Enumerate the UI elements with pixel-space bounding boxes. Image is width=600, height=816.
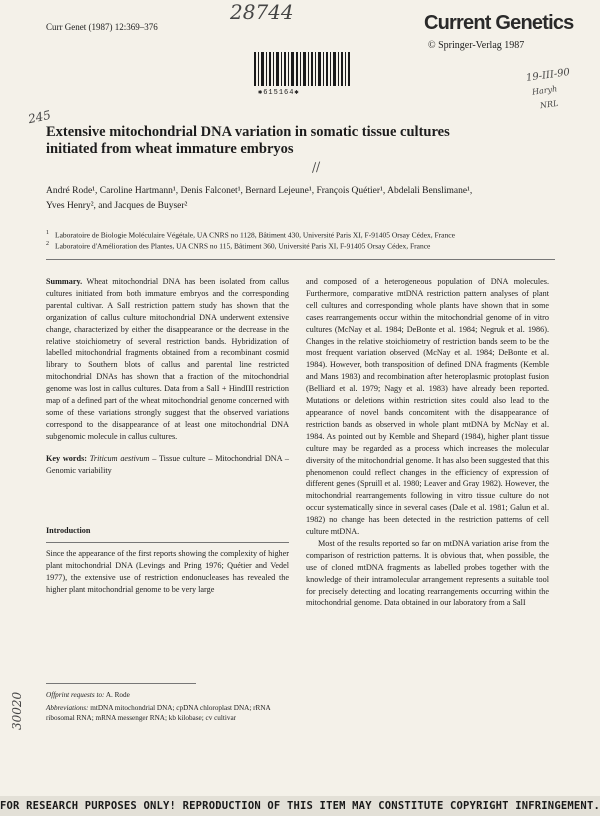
affiliation-text: Laboratoire de Biologie Moléculaire Végétale, UA CNRS no 1128, Bâtiment 430, Université Paris XI, F-91405 Orsay Cédex, France <box>55 230 455 240</box>
footnote-divider <box>46 683 196 684</box>
author-list <box>46 184 566 214</box>
introduction-paragraph: Most of the results reported so far on mtDNA variation arise from the comparison of restriction patterns. It is obvious that, when possible, the use of cloned mtDNA fragments as labelled probes together with the knowledge of their intramolecular arrangement represents a suitable tool for precisely detecting and locating rearrangements occurring within the mitochondrial genome. Data obtained in our laboratory from a SalI <box>306 538 549 608</box>
footnotes <box>46 690 289 726</box>
handwritten-accession-number: 28744 <box>230 0 294 24</box>
summary-text: Wheat mitochondrial DNA has been isolated from callus cultures initiated from both immature embryos and the corresponding parental cultivar. A SalI restriction pattern study has shown that the organization of callus culture mitochondrial DNA underwent extensive change, characterized by either the disappearance or the decrease in the relative stoichiometry of several restriction bands. Hybridization of labelled mitochondrial fragments obtained from a recombinant cosmid library to Southern blots of callus and parental line restricted mitochondrial DNAs has shown that a fraction of the mitochondrial genome was lost in callus cultures. Data from a SalI + HindIII restriction map of a defined part of the wheat mitochondrial genome concerned with some of these variations strongly suggest that the observed variations correspond to the disappearance of at least one mitochondrial DNA subgenomic molecule in callus cultures. <box>46 277 289 441</box>
handwritten-note-2: NRL <box>539 98 559 111</box>
article-title <box>46 124 516 158</box>
divider <box>46 542 289 543</box>
affiliation-2 <box>46 239 566 252</box>
keywords-species: Triticum aestivum <box>89 453 150 463</box>
keywords-rest: – Tissue culture – Mitochondrial DNA – Genomic variability <box>46 453 290 475</box>
section-heading-introduction: Introduction <box>46 525 91 535</box>
copyright-warning-banner: FOR RESEARCH PURPOSES ONLY! REPRODUCTION OF THIS ITEM MAY CONSTITUTE COPYRIGHT INFRINGEMENT. <box>0 796 600 816</box>
keywords-label: Key words: <box>46 453 87 463</box>
handwritten-title-mark: // <box>310 159 322 175</box>
handwritten-title-number: 245 <box>26 107 53 127</box>
abbreviations-label: Abbreviations: <box>46 704 89 712</box>
abbreviations-text: mtDNA mitochondrial DNA; cpDNA chloroplast DNA; rRNA ribosomal RNA; mRNA messenger RNA; kb kilobase; cv cultivar <box>46 704 271 722</box>
barcode <box>254 52 350 86</box>
journal-reference: Curr Genet (1987) 12:369–376 <box>46 22 158 32</box>
affiliation-marker: 1 <box>46 230 49 236</box>
offprint-name: A. Rode <box>105 691 130 699</box>
right-column <box>306 276 549 609</box>
offprint-note <box>46 690 289 700</box>
journal-logo: Current Genetics <box>424 12 574 34</box>
barcode-number: ✱615164✱ <box>258 89 300 97</box>
left-column <box>46 276 289 596</box>
authors-line-1: André Rode¹, Caroline Hartmann¹, Denis Falconet¹, Bernard Lejeune¹, François Quétier¹, Abdelali Benslimane¹, <box>46 186 473 196</box>
handwritten-note: Haryh <box>531 84 558 97</box>
introduction-paragraph: Since the appearance of the first reports showing the complexity of higher plant mitochondrial DNA (Levings and Pring 1976; Quétier and Vedel 1977), the extensive use of restriction endonucleases has revealed the higher plant mitochondrial genome to be very large <box>46 549 289 595</box>
authors-line-2: Yves Henry², and Jacques de Buyser² <box>46 201 188 211</box>
affiliation-text: Laboratoire d'Amélioration des Plantes, UA CNRS no 115, Bâtiment 360, Université Paris XI, F-91405 Orsay Cédex, France <box>55 241 431 251</box>
title-line-2: initiated from wheat immature embryos <box>46 141 294 157</box>
summary-label: Summary. <box>46 277 83 286</box>
abbreviations-note <box>46 703 289 723</box>
offprint-label: Offprint requests to: <box>46 691 105 699</box>
affiliation-marker: 2 <box>46 241 49 247</box>
handwritten-date: 19-III-90 <box>525 66 571 85</box>
keywords <box>46 453 289 477</box>
publisher-copyright: © Springer-Verlag 1987 <box>428 40 525 51</box>
handwritten-side-number: 30020 <box>10 691 24 730</box>
divider <box>46 259 555 260</box>
introduction-paragraph: and composed of a heterogeneous population of DNA molecules. Furthermore, comparative mtDNA restriction pattern analyses of plant cell cultures and corresponding whole plants have shown that in some cases rearrangements occur within the mitochondrial genome of in vitro cultures (McNay et al. 1984; DeBonte et al. 1984; Negruk et al. 1986). Changes in the relative stoichiometry of restriction bands seem to be the most frequent variation observed (McNay et al. 1984; DeBonte et al. 1984). However, both transposition of defined DNA fragments (Kemble and Mans 1983) and recombination after heteroplasmic protoplast fusion (Belliard et al. 1979; Nagy et al. 1983) have already been reported. Mutations or deletions within restriction sites could also lead to the appearance of novel bands concomitent with the disappearance of restriction bands as observed in whole plant mtDNA by McNay et al. 1984. As pointed out by Kemble and Shepard (1984), higher plant tissue culture may be regarded as a process which increases the molecular diversity of the mitochondrial genome. It has also been suggested that this phenomenon could reflect changes in the efficiency of expression of different genes (Spruill et al. 1980; Leaver and Gray 1982). However, the mitochondrial rearrangements following in vitro tissue culture do not occur systematically since in several cases (Dale et al. 1981; Galun et al. 1982) no change has been detected in the restriction patterns of cell culture mtDNA. <box>306 277 549 537</box>
summary-paragraph <box>46 276 289 443</box>
title-line-1: Extensive mitochondrial DNA variation in somatic tissue cultures <box>46 124 450 140</box>
